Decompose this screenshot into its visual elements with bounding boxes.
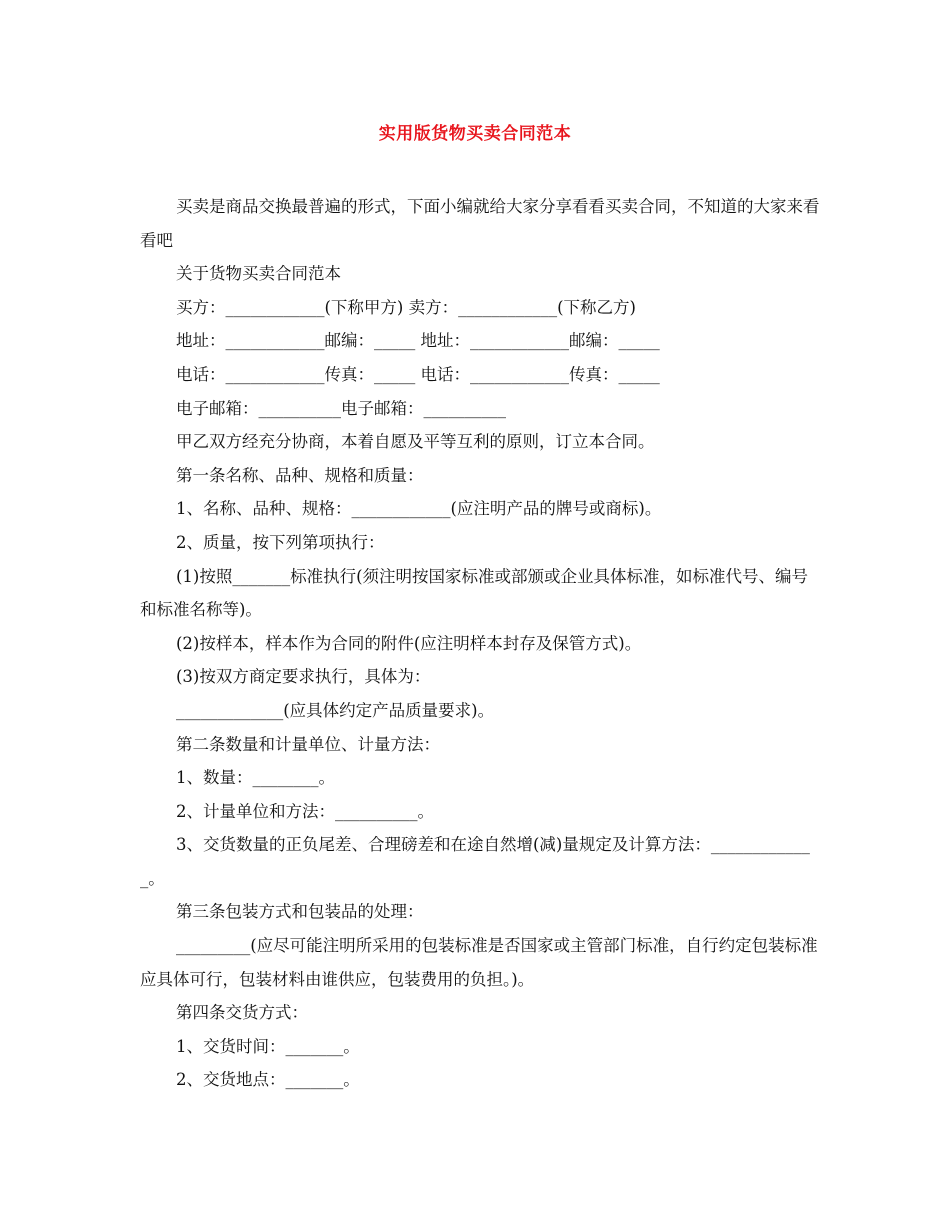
article-4-item-2: 2、交货地点：_______。 xyxy=(176,1070,360,1090)
paragraph-address: 地址：____________邮编：_____ 地址：____________邮编：_____ xyxy=(176,331,660,351)
article-4-heading: 第四条交货方式： xyxy=(176,1003,308,1023)
paragraph-agreement: 甲乙双方经充分协商，本着自愿及平等互利的原则，订立本合同。 xyxy=(176,432,655,452)
article-2-item-2: 2、计量单位和方法：__________。 xyxy=(176,801,434,821)
article-1-item-2-2: (2)按样本，样本作为合同的附件(应注明样本封存及保管方式)。 xyxy=(176,633,642,653)
article-2-item-3: 3、交货数量的正负尾差、合理磅差和在途自然增(减)量规定及计算方法：_____________。 xyxy=(140,835,810,888)
article-1-item-2-3: (3)按双方商定要求执行，具体为： xyxy=(176,667,431,687)
paragraph-intro: 买卖是商品交换最普遍的形式，下面小编就给大家分享看看买卖合同，不知道的大家来看看吧 xyxy=(140,197,820,250)
article-1-item-2-1: (1)按照_______标准执行(须注明按国家标准或部颁或企业具体标准，如标准代号、编号和标准名称等)。 xyxy=(140,566,809,620)
article-3-heading: 第三条包装方式和包装品的处理： xyxy=(176,902,424,922)
article-1-item-2: 2、质量，按下列第项执行： xyxy=(176,532,385,552)
article-1-heading: 第一条名称、品种、规格和质量： xyxy=(176,465,424,485)
paragraph-parties: 买方：____________(下称甲方) 卖方：____________(下称乙方) xyxy=(176,297,636,317)
article-3-body: _________(应尽可能注明所采用的包装标准是否国家或主管部门标准，自行约定包装标准应具体可行，包装材料由谁供应，包装费用的负担。)。 xyxy=(140,936,818,989)
article-1-quality-requirement: _____________(应具体约定产品质量要求)。 xyxy=(176,700,495,720)
paragraph-phone: 电话：____________传真：_____ 电话：____________传真：_____ xyxy=(176,364,660,384)
article-2-heading: 第二条数量和计量单位、计量方法： xyxy=(176,734,440,754)
document-title: 实用版货物买卖合同范本 xyxy=(378,124,572,144)
paragraph-subtitle: 关于货物买卖合同范本 xyxy=(176,264,341,284)
article-4-item-1: 1、交货时间：_______。 xyxy=(176,1036,360,1056)
document-body xyxy=(140,190,820,1097)
article-2-item-1: 1、数量：________。 xyxy=(176,768,335,788)
paragraph-email: 电子邮箱：__________电子邮箱：__________ xyxy=(176,398,506,418)
article-1-item-1: 1、名称、品种、规格：____________(应注明产品的牌号或商标)。 xyxy=(176,499,662,519)
